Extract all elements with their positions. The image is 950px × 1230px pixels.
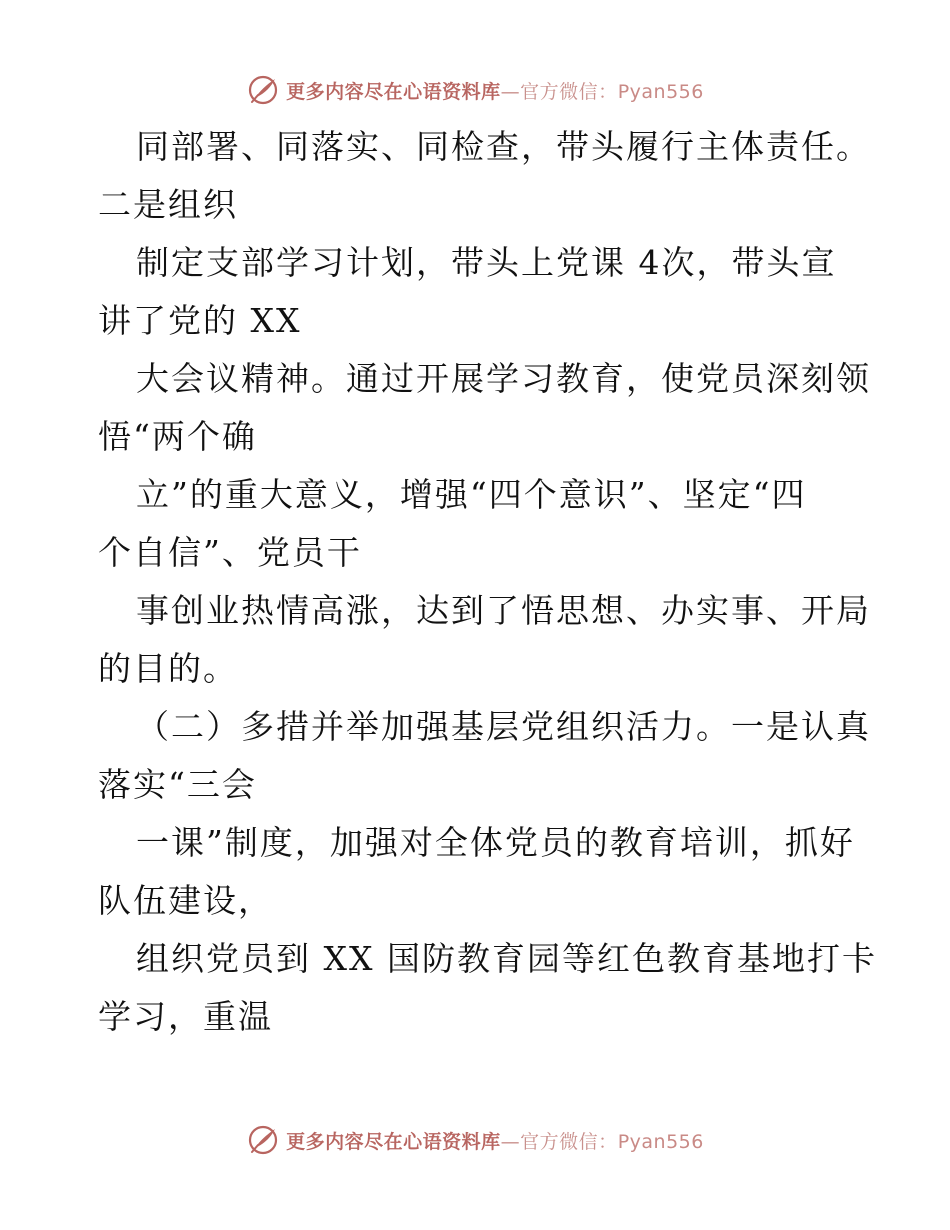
- body-line: 一课”制度，加强对全体党员的教育培训，抓好: [136, 823, 855, 862]
- body-line: 事创业热情高涨，达到了悟思想、办实事、开局: [136, 591, 871, 630]
- watermark-dash: —: [500, 80, 521, 103]
- body-line: （二）多措并举加强基层党组织活力。一是认真: [136, 707, 871, 746]
- body-line: 立”的重大意义，增强“四个意识”、坚定“四: [136, 475, 807, 514]
- watermark-dash: —: [500, 1130, 521, 1153]
- body-line: 悟“两个确: [98, 417, 257, 456]
- body-line: 学习，重温: [98, 997, 273, 1036]
- document-body: [98, 118, 877, 1046]
- watermark-official: 官方微信：: [520, 80, 618, 103]
- watermark-official: 官方微信：: [520, 1130, 618, 1153]
- feather-pen-logo-icon: [246, 1123, 280, 1157]
- feather-pen-logo-icon: [246, 73, 280, 107]
- body-line: 组织党员到 XX 国防教育园等红色教育基地打卡: [136, 939, 877, 978]
- watermark-wechat-id: Pyan556: [617, 1130, 704, 1153]
- watermark-footer: [0, 1120, 950, 1160]
- body-line: 队伍建设，: [98, 881, 273, 920]
- watermark-wechat-id: Pyan556: [617, 80, 704, 103]
- body-line: 讲了党的 XX: [98, 301, 302, 340]
- watermark-header: [0, 70, 950, 110]
- body-line: 制定支部学习计划，带头上党课 4次，带头宣: [136, 243, 837, 282]
- body-line: 二是组织: [98, 185, 238, 224]
- body-line: 大会议精神。通过开展学习教育，使党员深刻领: [136, 359, 871, 398]
- watermark-main: 更多内容尽在心语资料库: [286, 1130, 501, 1153]
- watermark-main: 更多内容尽在心语资料库: [286, 80, 501, 103]
- watermark-text: [286, 1127, 704, 1154]
- body-line: 个自信”、党员干: [98, 533, 362, 572]
- watermark-text: [286, 77, 704, 104]
- body-line: 的目的。: [98, 649, 238, 688]
- body-line: 落实“三会: [98, 765, 257, 804]
- body-line: 同部署、同落实、同检查，带头履行主体责任。: [136, 127, 871, 166]
